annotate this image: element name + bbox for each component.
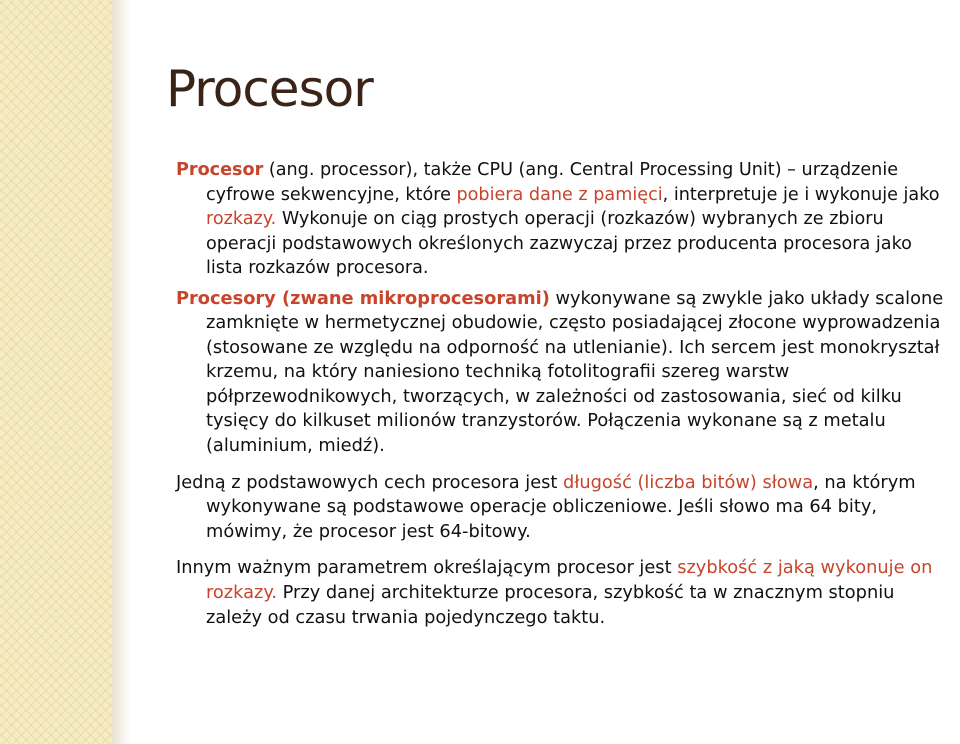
highlight-instructions: rozkazy. <box>206 209 277 229</box>
slide-title: Procesor <box>166 60 373 118</box>
definition-text-2: , interpretuje je i wykonuje jako <box>662 184 940 205</box>
paragraph-speed <box>176 556 954 630</box>
word-length-text-1: Jedną z podstawowych cech procesora jest <box>176 471 564 493</box>
paragraph-definition <box>176 158 954 281</box>
highlight-word-length: długość (liczba bitów) słowa <box>563 471 814 493</box>
speed-text-1: Innym ważnym parametrem określającym procesor jest <box>176 557 678 579</box>
term-microprocessors: Procesory (zwane mikroprocesorami) <box>176 287 550 309</box>
paragraph-word-length <box>176 471 954 545</box>
word-length-text-2: , na którym wykonywane są podstawowe operacje obliczeniowe. Jeśli słowo ma 64 bity, mówimy, że procesor jest 64-bitowy. <box>206 471 916 542</box>
term-procesor: Procesor <box>176 160 264 180</box>
side-band-shadow <box>112 0 130 744</box>
paragraph-microprocessors <box>176 287 954 459</box>
decorative-side-band <box>0 0 112 744</box>
highlight-speed: szybkość z jaką wykonuje on rozkazy. <box>206 557 933 604</box>
definition-text-1: (ang. processor), także CPU (ang. Central Processing Unit) – urządzenie cyfrowe sekwencyjne, które <box>206 160 899 205</box>
highlight-fetch-data: pobiera dane z pamięci <box>456 184 663 205</box>
definition-text-3: Wykonuje on ciąg prostych operacji (rozkazów) wybranych ze zbioru operacji podstawowych określonych zazwyczaj przez producenta procesora jako lista rozkazów procesora. <box>206 209 912 278</box>
microprocessors-text: wykonywane są zwykle jako układy scalone zamknięte w hermetycznej obudowie, często posiadającej złocone wyprowadzenia (stosowane ze względu na odporność na utlenianie). Ich sercem jest monokryształ krzemu, na który naniesiono techniką fotolitografii szereg warstw półprzewodnikowych, tworzących, w zależności od zastosowania, sieć od kilku tysięcy do kilkuset milionów tranzystorów. Połączenia wykonane są z metalu (aluminium, miedź). <box>206 287 944 457</box>
slide-body <box>176 158 954 630</box>
speed-text-2: Przy danej architekturze procesora, szybkość ta w znacznym stopniu zależy od czasu trwania pojedynczego taktu. <box>206 582 895 628</box>
